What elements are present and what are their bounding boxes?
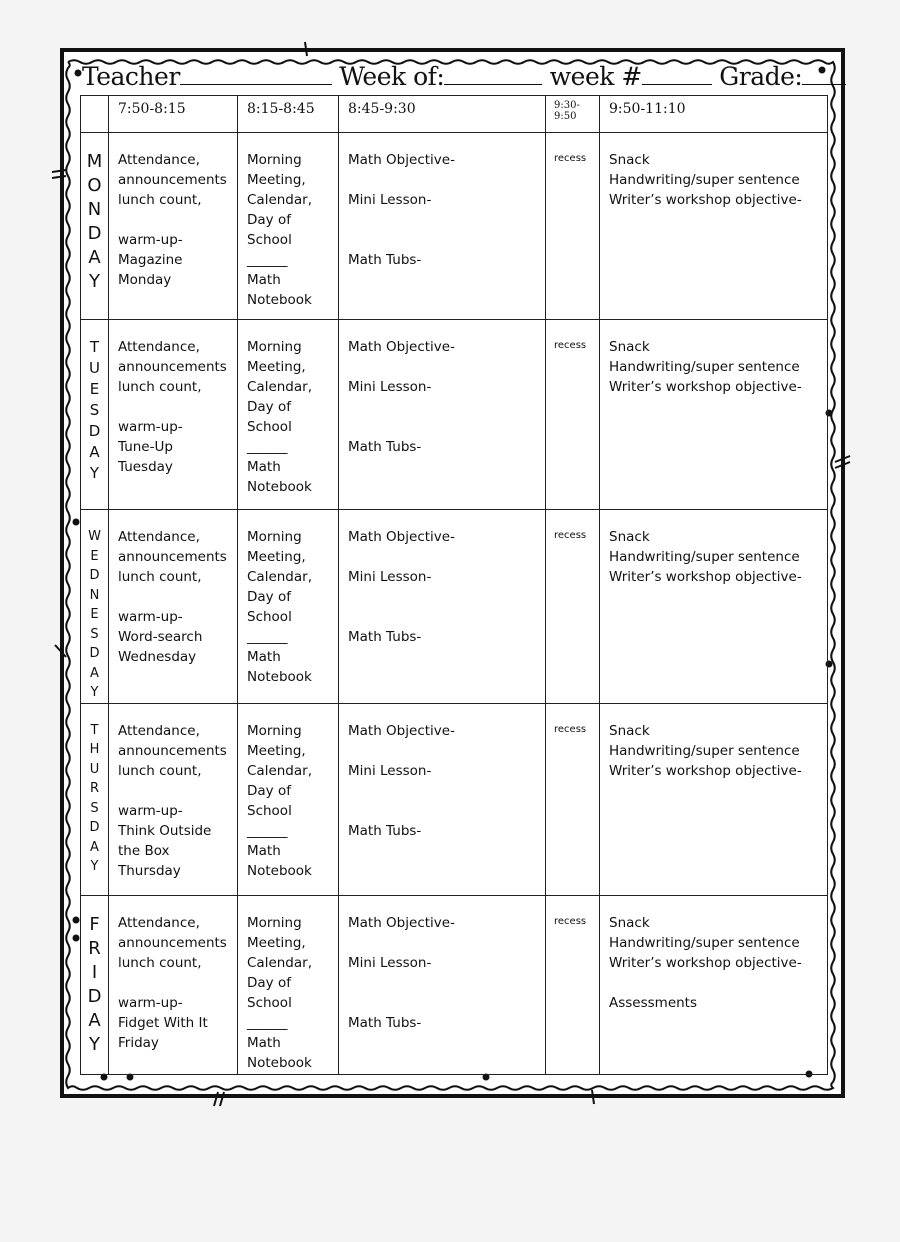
day-letter: D xyxy=(89,646,100,661)
time-header-2: 8:15-8:45 xyxy=(238,96,339,133)
day-letter: M xyxy=(86,151,103,172)
plan-cell-c3 xyxy=(339,895,546,1074)
plan-text: Attendance, announcements lunch count, warm-up- Think Outside the Box Thursday xyxy=(118,722,227,879)
recess-text: recess xyxy=(554,530,587,541)
day-name-cell xyxy=(81,510,109,704)
week-number-label: week # xyxy=(549,62,642,91)
day-letter: E xyxy=(90,607,99,622)
time-header-4: 9:30- 9:50 xyxy=(546,96,600,133)
day-letter: N xyxy=(87,199,102,220)
day-letter: E xyxy=(90,548,99,564)
teacher-blank xyxy=(180,62,332,85)
time-header-5: 9:50-11:10 xyxy=(600,96,828,133)
plan-text: Snack Handwriting/super sentence Writer’s workshop objective- xyxy=(609,339,802,395)
day-letter: D xyxy=(89,568,100,583)
grade-blank xyxy=(802,62,846,85)
plan-cell-c5 xyxy=(600,133,828,320)
plan-text: Morning Meeting, Calendar, Day of School ______ Math Notebook xyxy=(247,529,312,685)
day-letter: Y xyxy=(90,859,99,874)
day-letter: U xyxy=(89,761,100,777)
plan-cell-c1 xyxy=(109,703,238,895)
day-letter: Y xyxy=(90,685,99,700)
day-row xyxy=(81,133,828,320)
time-header-3: 8:45-9:30 xyxy=(339,96,546,133)
plan-cell-c3 xyxy=(339,133,546,320)
plan-cell-c1 xyxy=(109,895,238,1074)
plan-text: Math Objective- Mini Lesson- Math Tubs- xyxy=(348,722,455,839)
plan-text: Attendance, announcements lunch count, warm-up- Tune-Up Tuesday xyxy=(118,339,227,475)
plan-text: Attendance, announcements lunch count, warm-up- Magazine Monday xyxy=(118,152,227,288)
day-letter: Y xyxy=(89,464,100,482)
plan-cell-c1 xyxy=(109,510,238,704)
plan-cell-c5 xyxy=(600,320,828,510)
day-letter: Y xyxy=(89,271,100,292)
plan-cell-c2 xyxy=(238,320,339,510)
plan-cell-c2 xyxy=(238,510,339,704)
day-letter: S xyxy=(90,800,99,816)
day-letter: Y xyxy=(89,1033,100,1055)
day-letter: O xyxy=(87,175,102,196)
plan-cell-c2 xyxy=(238,133,339,320)
day-name-cell xyxy=(81,133,109,320)
day-letter: D xyxy=(89,820,100,835)
lesson-plan-table xyxy=(80,95,828,1075)
plan-cell-c4 xyxy=(546,133,600,320)
plan-text: Morning Meeting, Calendar, Day of School ______ Math Notebook xyxy=(247,914,312,1071)
recess-text: recess xyxy=(554,340,587,351)
plan-cell-c4 xyxy=(546,895,600,1074)
week-of-blank xyxy=(444,62,542,85)
day-letter: S xyxy=(90,626,99,642)
day-column-header xyxy=(81,96,109,133)
week-of-label: Week of: xyxy=(339,62,445,91)
day-letter: A xyxy=(90,665,99,681)
day-letter: D xyxy=(87,223,102,244)
day-letter: A xyxy=(90,839,99,855)
plan-text: Math Objective- Mini Lesson- Math Tubs- xyxy=(348,914,455,1031)
plan-cell-c1 xyxy=(109,133,238,320)
time-header-row xyxy=(81,96,828,133)
header-line xyxy=(82,62,827,96)
day-letter: D xyxy=(87,985,102,1007)
plan-text: Attendance, announcements lunch count, warm-up- Word-search Wednesday xyxy=(118,529,227,665)
day-letter: N xyxy=(89,587,100,603)
plan-cell-c1 xyxy=(109,320,238,510)
day-name-cell xyxy=(81,320,109,510)
plan-cell-c2 xyxy=(238,703,339,895)
plan-text: Snack Handwriting/super sentence Writer’s workshop objective- xyxy=(609,152,802,208)
day-row xyxy=(81,510,828,704)
plan-text: Snack Handwriting/super sentence Writer’s workshop objective- xyxy=(609,529,802,585)
day-letter: A xyxy=(88,1009,101,1031)
plan-cell-c2 xyxy=(238,895,339,1074)
day-letter: A xyxy=(88,247,101,268)
day-row xyxy=(81,703,828,895)
day-row xyxy=(81,895,828,1074)
day-letter: U xyxy=(89,359,100,377)
plan-cell-c3 xyxy=(339,703,546,895)
plan-text: Math Objective- Mini Lesson- Math Tubs- xyxy=(348,339,455,455)
teacher-label: Teacher xyxy=(82,62,180,91)
day-letter: E xyxy=(89,380,100,398)
day-row xyxy=(81,320,828,510)
plan-text: Math Objective- Mini Lesson- Math Tubs- xyxy=(348,152,455,268)
day-name-cell xyxy=(81,703,109,895)
plan-text: Morning Meeting, Calendar, Day of School ______ Math Notebook xyxy=(247,722,312,879)
plan-text: Snack Handwriting/super sentence Writer’s workshop objective- xyxy=(609,722,802,779)
plan-text: Math Objective- Mini Lesson- Math Tubs- xyxy=(348,529,455,645)
day-letter: A xyxy=(89,443,100,461)
week-number-blank xyxy=(642,62,712,85)
plan-text: Morning Meeting, Calendar, Day of School ______ Math Notebook xyxy=(247,152,312,308)
plan-cell-c5 xyxy=(600,703,828,895)
day-letter: R xyxy=(89,781,100,796)
day-letter: S xyxy=(89,401,100,419)
plan-text: Morning Meeting, Calendar, Day of School ______ Math Notebook xyxy=(247,339,312,495)
day-letter: H xyxy=(89,742,100,757)
day-letter: I xyxy=(91,961,98,983)
recess-text: recess xyxy=(554,723,587,735)
plan-cell-c3 xyxy=(339,320,546,510)
grade-label: Grade: xyxy=(719,62,803,91)
day-letter: F xyxy=(89,913,100,935)
time-header-1: 7:50-8:15 xyxy=(109,96,238,133)
day-letter: D xyxy=(88,422,101,440)
plan-cell-c5 xyxy=(600,510,828,704)
day-letter: R xyxy=(88,937,101,959)
day-letter: T xyxy=(89,338,100,356)
plan-text: Snack Handwriting/super sentence Writer’s workshop objective- Assessments xyxy=(609,914,802,1011)
plan-cell-c4 xyxy=(546,510,600,704)
recess-text: recess xyxy=(554,915,587,927)
day-letter: W xyxy=(88,529,101,544)
plan-cell-c5 xyxy=(600,895,828,1074)
recess-text: recess xyxy=(554,153,587,164)
plan-cell-c4 xyxy=(546,320,600,510)
plan-cell-c3 xyxy=(339,510,546,704)
day-letter: T xyxy=(90,722,99,738)
day-name-cell xyxy=(81,895,109,1074)
plan-text: Attendance, announcements lunch count, warm-up- Fidget With It Friday xyxy=(118,914,227,1051)
plan-cell-c4 xyxy=(546,703,600,895)
